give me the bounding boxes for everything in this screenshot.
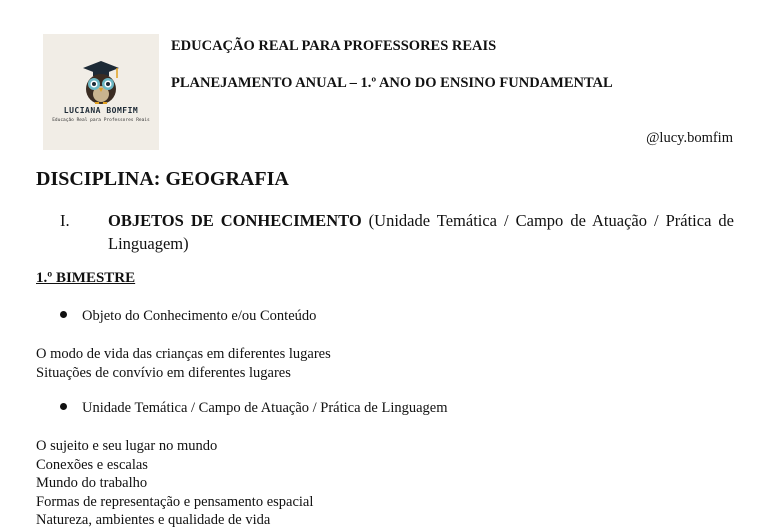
list-item: Mundo do trabalho bbox=[36, 475, 148, 491]
list-item: Situações de convívio em diferentes lugares bbox=[36, 364, 291, 381]
list-item: O modo de vida das crianças em diferentes lugares bbox=[36, 346, 331, 362]
bimestre-heading: 1.º BIMESTRE bbox=[36, 270, 136, 286]
header-title-line2: PLANEJAMENTO ANUAL – 1.º ANO DO ENSINO FUNDAMENTAL bbox=[171, 75, 613, 91]
discipline-heading: DISCIPLINA: GEOGRAFIA bbox=[36, 168, 289, 190]
bullet-item bbox=[60, 308, 316, 325]
list-item: Formas de representação e pensamento espacial bbox=[36, 493, 314, 510]
list-item: Conexões e escalas bbox=[36, 456, 148, 473]
section-number: I. bbox=[60, 211, 70, 230]
bullet-icon bbox=[60, 311, 67, 318]
list-item: Natureza, ambientes e qualidade de vida bbox=[36, 512, 271, 528]
section-title: OBJETOS DE CONHECIMENTO bbox=[108, 211, 362, 230]
bullet-item bbox=[60, 400, 448, 417]
owl-icon bbox=[43, 34, 159, 150]
bullet-label: Unidade Temática / Campo de Atuação / Prática de Linguagem bbox=[82, 400, 448, 416]
section-heading bbox=[60, 209, 734, 255]
logo bbox=[43, 34, 159, 150]
bullet-icon bbox=[60, 403, 67, 410]
bullet-label: Objeto do Conhecimento e/ou Conteúdo bbox=[82, 308, 317, 324]
section-subtitle: (Unidade Temática / Campo de Atuação / Prática de Linguagem) bbox=[108, 211, 734, 253]
list-item: O sujeito e seu lugar no mundo bbox=[36, 438, 218, 454]
header-title-line1: EDUCAÇÃO REAL PARA PROFESSORES REAIS bbox=[171, 38, 497, 54]
units-list bbox=[36, 437, 313, 530]
logo-tagline: Educação Real para Professores Reais bbox=[52, 118, 150, 123]
social-handle: @lucy.bomfim bbox=[646, 130, 733, 146]
objects-list bbox=[36, 345, 331, 382]
logo-name: LUCIANA BOMFIM bbox=[63, 106, 139, 115]
